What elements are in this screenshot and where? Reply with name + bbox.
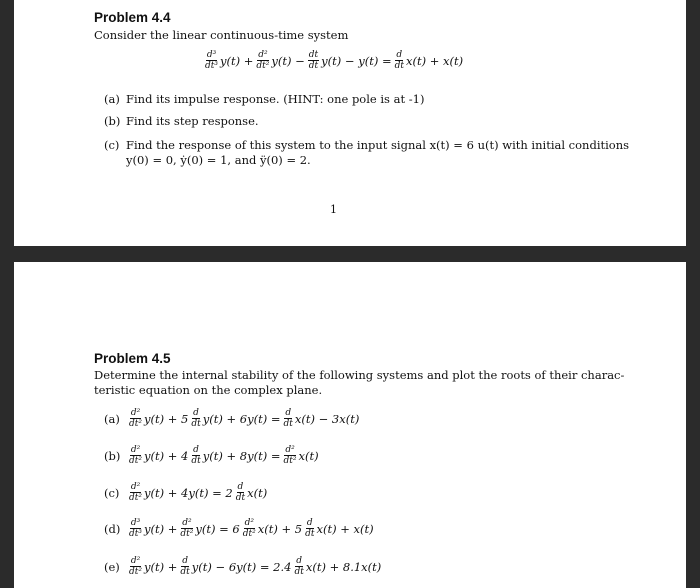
part-label: (c) <box>104 485 120 500</box>
numerator: d <box>296 556 303 566</box>
fraction <box>236 482 245 503</box>
equation-term: y(t) + <box>144 559 178 574</box>
fraction <box>129 518 142 539</box>
equation-term: y(t) + <box>220 53 254 68</box>
fraction <box>308 50 319 71</box>
denominator: dt² <box>129 419 142 429</box>
fraction <box>305 518 314 539</box>
numerator: d <box>285 408 292 418</box>
fraction <box>294 556 303 577</box>
equation-term: x(t) − 3x(t) <box>294 411 360 426</box>
part-text: Find its impulse response. (HINT: one pole is at -1) <box>126 92 425 106</box>
problem-4-4-intro: Consider the linear continuous-time system <box>94 28 349 42</box>
part-text: Find the response of this system to the input signal x(t) = 6 u(t) with initial conditions <box>126 138 630 152</box>
numerator: d <box>182 556 188 566</box>
numerator: d² <box>244 518 254 528</box>
document-page-1 <box>14 0 686 246</box>
denominator: dt² <box>256 61 270 71</box>
numerator: d <box>193 445 199 455</box>
denominator: dt <box>305 529 315 539</box>
denominator: dt <box>283 419 293 429</box>
numerator: d³ <box>206 50 217 60</box>
fraction <box>191 408 200 429</box>
part-label: (e) <box>104 559 120 574</box>
part-text: Find its step response. <box>126 114 259 128</box>
denominator: dt <box>191 456 201 466</box>
fraction <box>191 445 200 466</box>
fraction <box>129 556 142 577</box>
numerator: d² <box>182 518 192 528</box>
problem-4-5-part-c <box>104 482 269 503</box>
problem-4-4-heading: Problem 4.4 <box>94 10 171 25</box>
equation-term: x(t) <box>247 485 268 500</box>
equation-term: y(t) − 6y(t) = 2.4 <box>191 559 292 574</box>
problem-4-4-equation <box>204 50 465 71</box>
numerator: d² <box>130 445 141 455</box>
denominator: dt² <box>180 529 194 539</box>
equation-term: y(t) + 6y(t) = <box>202 411 281 426</box>
denominator: dt² <box>129 493 142 503</box>
numerator: d² <box>130 556 141 566</box>
denominator: dt <box>191 419 201 429</box>
problem-4-4-part-c-conditions <box>126 153 311 168</box>
denominator: dt <box>180 567 190 577</box>
numerator: d <box>193 408 199 418</box>
equation-term: y(t) + 4y(t) = 2 <box>144 485 233 500</box>
problem-4-4-part-b <box>104 114 259 129</box>
fraction <box>243 518 256 539</box>
equation-term: x(t) <box>298 448 319 463</box>
part-label: (a) <box>104 92 120 106</box>
equation-term: x(t) + x(t) <box>316 521 374 536</box>
denominator: dt³ <box>205 61 218 71</box>
equation-term: y(t) + 4 <box>144 448 189 463</box>
denominator: dt² <box>129 456 142 466</box>
problem-4-5-part-b <box>104 445 321 466</box>
numerator: d² <box>285 445 295 455</box>
numerator: dt <box>308 50 319 60</box>
equation-term: y(t) + <box>144 521 178 536</box>
part-label: (d) <box>104 521 121 536</box>
fraction <box>284 445 297 466</box>
denominator: dt <box>394 61 404 71</box>
problem-4-5-part-d <box>104 518 376 539</box>
part-label: (a) <box>104 411 120 426</box>
fraction <box>284 408 293 429</box>
problem-4-5-part-a <box>104 408 361 429</box>
fraction <box>180 556 189 577</box>
part-label: (b) <box>104 114 121 128</box>
numerator: d <box>306 518 313 528</box>
part-text: y(0) = 0, ẏ(0) = 1, and ÿ(0) = 2. <box>126 153 311 167</box>
equation-term: x(t) + x(t) <box>405 53 464 68</box>
equation-term: x(t) + 5 <box>257 521 303 536</box>
equation-term: y(t) − <box>271 53 305 68</box>
problem-4-5-intro-line-2: teristic equation on the complex plane. <box>94 383 323 397</box>
numerator: d <box>237 482 244 492</box>
numerator: d² <box>258 50 268 60</box>
fraction <box>180 518 193 539</box>
fraction <box>129 408 142 429</box>
fraction <box>395 50 404 71</box>
fraction <box>256 50 269 71</box>
problem-4-5-heading: Problem 4.5 <box>94 351 171 366</box>
numerator: d² <box>130 408 141 418</box>
numerator: d <box>396 50 403 60</box>
equation-term: y(t) − y(t) = <box>321 53 392 68</box>
denominator: dt² <box>283 456 297 466</box>
numerator: d³ <box>130 518 141 528</box>
denominator: dt² <box>129 567 142 577</box>
problem-4-4-part-a <box>104 92 424 107</box>
denominator: dt² <box>242 529 256 539</box>
fraction <box>129 482 142 503</box>
problem-4-4-part-c <box>104 138 629 153</box>
document-page-2 <box>14 262 686 588</box>
problem-4-5-intro-line-1: Determine the internal stability of the following systems and plot the roots of their charac- <box>94 368 625 382</box>
denominator: dt³ <box>129 529 142 539</box>
page-number: 1 <box>330 203 337 216</box>
denominator: dt <box>294 567 304 577</box>
equation-term: y(t) + 8y(t) = <box>202 448 281 463</box>
fraction <box>205 50 218 71</box>
part-label: (b) <box>104 448 121 463</box>
fraction <box>129 445 142 466</box>
equation-term: x(t) + 8.1x(t) <box>305 559 382 574</box>
denominator: dt <box>235 493 246 503</box>
denominator: dt <box>308 61 319 71</box>
part-label: (c) <box>104 138 120 152</box>
numerator: d² <box>130 482 141 492</box>
equation-term: y(t) + 5 <box>144 411 189 426</box>
equation-term: y(t) = 6 <box>195 521 240 536</box>
problem-4-5-part-e <box>104 556 383 577</box>
